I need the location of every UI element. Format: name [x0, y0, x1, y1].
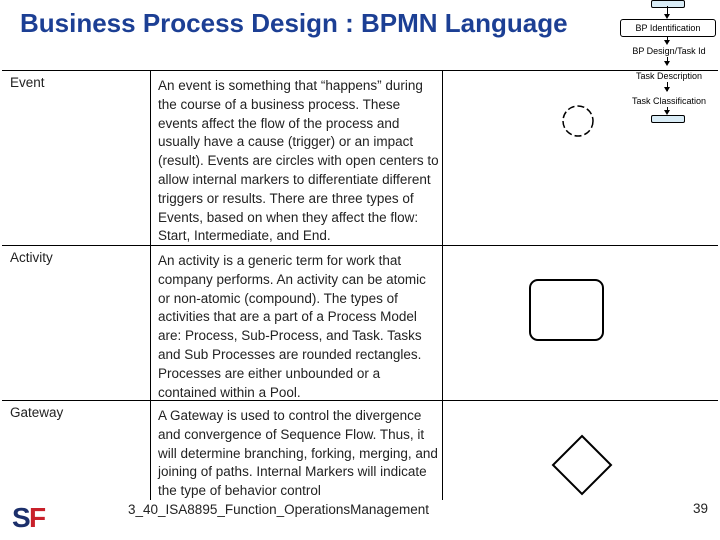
- row-description: An event is something that “happens” during the course of a business process. These events affect the flow of the process and usually have a cause (trigger) or an impact (result). Events are circles with open centers to allow internal markers to differentiate different triggers or results. There are three types of Events, based on when they affect the flow: Start, Intermediate, and End.: [158, 78, 439, 244]
- row-term: Gateway: [10, 405, 64, 420]
- activity-rounded-rectangle-icon: [528, 278, 608, 342]
- row-term: Activity: [10, 250, 53, 265]
- flow-start-stub: [651, 0, 685, 8]
- row-description: A Gateway is used to control the divergence and convergence of Sequence Flow. Thus, it will determine branching, forking, merging, and joining of paths. Internal Markers will indicate the type of behavior control: [158, 408, 438, 499]
- page-number: 39: [692, 501, 708, 516]
- slide-title: Business Process Design : BPMN Language: [20, 8, 568, 38]
- arrow-down-icon: [664, 61, 670, 66]
- company-logo: [12, 500, 56, 530]
- svg-text:F: F: [29, 502, 47, 530]
- flow-step-bp-design: BP Design/Task Id: [632, 46, 706, 56]
- footer-document-code: 3_40_ISA8895_Function_OperationsManagement: [128, 502, 429, 517]
- flow-step-bp-identification: BP Identification: [620, 19, 716, 37]
- flow-step-task-classification: Task Classification: [631, 96, 707, 106]
- event-circle-icon: [558, 103, 598, 139]
- table-row-activity: [2, 245, 718, 401]
- gateway-diamond-icon: [550, 433, 614, 497]
- svg-text:S: S: [12, 502, 31, 530]
- flow-step-task-description: Task Description: [635, 71, 703, 81]
- table-row-event: [2, 70, 718, 246]
- row-description: An activity is a generic term for work that company performs. An activity can be atomic or non-atomic (compound). The types of activities that are a part of a Process Model are: Process, Sub-Process, and Task. Tasks and Sub Processes are rounded rectangles. Processes are either unbounded or a contained within a Pool.: [158, 253, 426, 400]
- row-term: Event: [10, 75, 45, 90]
- bpmn-elements-table: [2, 70, 718, 500]
- table-row-gateway: [2, 400, 718, 501]
